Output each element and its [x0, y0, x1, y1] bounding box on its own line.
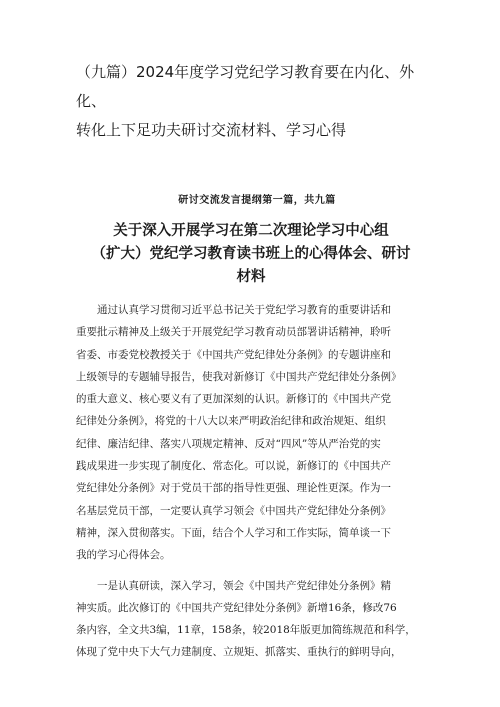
- text-line: 践成果进一步实现了制度化、常态化。可以说，新修订的《中国共产: [76, 460, 391, 473]
- text-line: 精神，深入贯彻落实。下面，结合个人学习和工作实际，简单谈一下: [76, 526, 391, 539]
- body-text: [76, 299, 438, 664]
- talk-title-line: （扩大）党纪学习教育读书班上的心得体会、研讨: [91, 246, 411, 262]
- text-line: 省委、市委党校教授关于《中国共产党纪律处分条例》的专题讲座和: [76, 348, 391, 361]
- text-line: 党纪律处分条例》对于党员干部的指导性更强、理论性更深。作为一: [76, 482, 391, 495]
- text-line: 体现了党中央下大气力建制度、立规矩、抓落实、重执行的鲜明导向，: [76, 646, 402, 659]
- text-line: 通过认真学习贯彻习近平总书记关于党纪学习教育的重要讲话和: [97, 304, 391, 316]
- text-line: 我的学习心得体会。: [76, 549, 171, 562]
- talk-title-line: 材料: [236, 269, 266, 285]
- section-subtitle: 研讨交流发言提纲第一篇，共九篇: [178, 195, 336, 206]
- text-line: 纪律、廉洁纪律、落实八项规定精神、反对“四风”等从严治党的实: [76, 437, 381, 450]
- text-line: 神实质。此次修订的《中国共产党纪律处分条例》新增16条，修改76: [76, 601, 397, 614]
- document-title-line: 转化上下足功夫研讨交流材料、学习心得: [76, 121, 347, 139]
- document-title-line: （九篇）2024年度学习党纪学习教育要在内化、外化、: [76, 63, 415, 110]
- document-title: [76, 58, 438, 145]
- text-line: 上级领导的专题辅导报告，使我对新修订《中国共产党纪律处分条例》: [76, 370, 402, 383]
- talk-title: [68, 220, 434, 289]
- paragraph-2: [76, 575, 438, 664]
- talk-title-line: 关于深入开展学习在第二次理论学习中心组: [113, 223, 389, 239]
- text-line: 名基层党员干部，一定要认真学习领会《中国共产党纪律处分条例》: [76, 504, 391, 517]
- paragraph-1: [76, 299, 438, 567]
- text-line: 的重大意义、核心要义有了更加深刻的认识。新修订的《中国共产党: [76, 393, 391, 406]
- text-line: 纪律处分条例》，将党的十八大以来严明政治纪律和政治规矩、组织: [76, 415, 386, 428]
- text-line: 重要批示精神及上级关于开展党纪学习教育动员部署讲话精神，聆听: [76, 326, 391, 339]
- text-line: 条内容，全文共3编，11章，158条，较2018年版更加简练规范和科学，: [76, 624, 416, 637]
- text-line: 一是认真研读，深入学习，领会《中国共产党纪律处分条例》精: [97, 579, 391, 592]
